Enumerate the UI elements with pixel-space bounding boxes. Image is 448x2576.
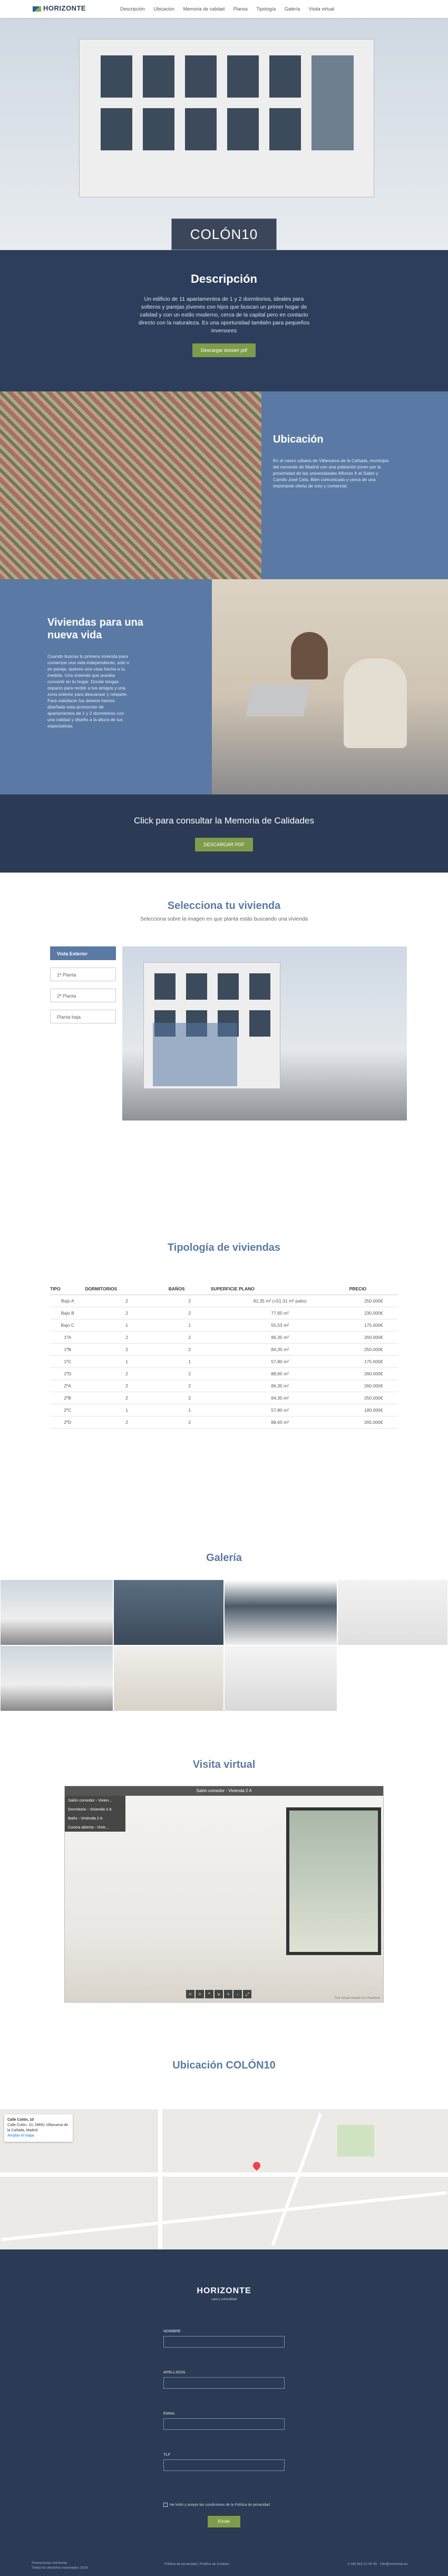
footer-tagline: casa y comodidad: [211, 2298, 237, 2301]
couple-photo: [212, 579, 448, 794]
gallery-image[interactable]: [224, 1645, 337, 1711]
table-cell: 2: [85, 1332, 168, 1344]
brand-logo[interactable]: [33, 4, 86, 12]
table-cell: 250.000€: [349, 1392, 398, 1404]
map-enlarge-link[interactable]: Ampliar el mapa: [7, 2134, 34, 2138]
tlf-input[interactable]: [163, 2459, 285, 2471]
col-superficie: SUPERFICIE PLANO: [211, 1283, 349, 1295]
col-dormitorios: DORMITORIOS: [85, 1283, 168, 1295]
table-cell: 2: [169, 1380, 211, 1392]
tour-room-item[interactable]: Baño - Vivienda 2 A: [68, 1816, 103, 1821]
brand-name: HORIZONTE: [43, 4, 86, 12]
col-precio: PRECIO: [349, 1283, 398, 1295]
table-cell: 175.000€: [349, 1356, 398, 1368]
virtual-tour-section: [0, 1717, 448, 2028]
typology-table: [50, 1283, 398, 1429]
description-heading: Descripción: [191, 272, 257, 285]
table-cell: 2: [169, 1416, 211, 1429]
gallery-image[interactable]: [224, 1579, 337, 1645]
logo-icon: [33, 6, 41, 12]
apellidos-label: APELLIDOS: [163, 2370, 186, 2374]
table-cell: 2: [85, 1368, 168, 1380]
window-view: [286, 1807, 381, 1955]
homes-text: Cuando buscas tu primera vivienda para comenzar una vida independiente, solo o en pareja, quieres una casa hecha a tu medida. Una vivienda que puedas convertir en tu hogar. Donde tengas espacio para recibir a tus amigos y una zona exterior para descansar y relajarte. Para satisfacer tus deseos hemos diseñado esta promoción de apartamentos de 1 y 2 dormitorios con una calidad y diseño a la altura de tus expectativas.: [47, 654, 129, 729]
building-selector-image[interactable]: [122, 946, 407, 1121]
table-cell: 1: [85, 1404, 168, 1416]
tour-room-item[interactable]: Cocina abierta - Vivie...: [68, 1825, 109, 1830]
gallery-image[interactable]: [0, 1579, 113, 1645]
virtual-tour-viewer[interactable]: [64, 1786, 384, 2003]
table-cell: 1: [85, 1356, 168, 1368]
table-cell: 265.000€: [349, 1416, 398, 1429]
typology-heading: Tipología de viviendas: [167, 1242, 281, 1253]
nombre-label: NOMBRE: [163, 2329, 181, 2333]
nav-visita[interactable]: Visita virtual: [308, 6, 335, 12]
tour-title: Salón comedor - Vivienda 2 A: [196, 1788, 252, 1793]
footer-legal-links[interactable]: Política de privacidad | Política de Cookies: [164, 2562, 229, 2566]
nav-planos[interactable]: Planos: [233, 6, 248, 12]
footer-logo: HORIZONTE: [197, 2286, 251, 2295]
privacy-label: He leído y acepto las condiciones de la Política de privacidad: [170, 2503, 270, 2507]
table-cell: 57,80 m²: [211, 1404, 349, 1416]
tlf-field: [163, 2452, 285, 2471]
table-cell: 260.000€: [349, 1332, 398, 1344]
location-pin-icon[interactable]: [251, 2160, 262, 2171]
table-cell: 2: [169, 1332, 211, 1344]
table-cell: 250.000€: [349, 1295, 398, 1307]
location-panel: [261, 391, 448, 579]
table-cell: 1ºD: [50, 1368, 85, 1380]
table-cell: 2: [85, 1344, 168, 1356]
table-cell: 57,80 m²: [211, 1356, 349, 1368]
map-heading: Ubicación COLÓN10: [172, 2060, 276, 2071]
nav-galeria[interactable]: Galería: [284, 6, 300, 12]
nav-descripcion[interactable]: Descripción: [120, 6, 145, 12]
ground-floor-highlight[interactable]: [153, 1023, 237, 1086]
email-input[interactable]: [163, 2418, 285, 2430]
project-title: COLÓN10: [190, 226, 258, 242]
privacy-consent: [163, 2503, 270, 2507]
tour-credit: Tour virtual creado con Panotour: [334, 1997, 380, 2000]
select-subtitle: Selecciona sobre la imagen en que planta estás buscando una vivienda: [140, 916, 308, 922]
table-cell: 1: [85, 1319, 168, 1332]
table-row: [50, 1356, 398, 1368]
table-cell: 260.000€: [349, 1380, 398, 1392]
footer-company: Promociones Horizonte: [32, 2561, 67, 2565]
table-cell: Bajo A: [50, 1295, 85, 1307]
table-cell: 88,65 m²: [211, 1416, 349, 1429]
footer-contact: (+34) 918 12 00 45 · info@horizonte.es: [348, 2562, 408, 2566]
table-cell: 2: [85, 1295, 168, 1307]
table-cell: 84,35 m²: [211, 1392, 349, 1404]
footer-left: [32, 2561, 87, 2570]
apellidos-field: [163, 2370, 285, 2389]
typology-section: [0, 1210, 448, 1537]
person-figure: [344, 658, 407, 748]
person-figure: [291, 632, 328, 679]
gallery-image[interactable]: [113, 1645, 224, 1711]
table-row: [50, 1344, 398, 1356]
table-cell: 1: [169, 1404, 211, 1416]
floor-selector: [50, 946, 116, 1031]
table-cell: 230.000€: [349, 1307, 398, 1319]
table-cell: 2ºD: [50, 1416, 85, 1429]
table-cell: 84,35 m²: [211, 1344, 349, 1356]
location-heading: Ubicación: [273, 434, 324, 445]
table-cell: 2: [169, 1368, 211, 1380]
gallery-section: [0, 1537, 448, 1717]
table-cell: 250.000€: [349, 1344, 398, 1356]
table-cell: 260.000€: [349, 1368, 398, 1380]
site-header: [0, 0, 448, 18]
laptop-shape: [246, 685, 310, 716]
location-section: [0, 391, 448, 579]
table-cell: 1ºC: [50, 1356, 85, 1368]
col-tipo: TIPO: [50, 1283, 85, 1295]
map-info-card: [4, 2114, 73, 2142]
table-row: [50, 1404, 398, 1416]
email-label: EMAIL: [163, 2411, 176, 2416]
apellidos-input[interactable]: [163, 2377, 285, 2389]
select-home-section: [0, 873, 448, 1210]
privacy-checkbox[interactable]: [163, 2503, 168, 2507]
nombre-input[interactable]: [163, 2336, 285, 2348]
description-text: Un edificio de 11 apartamentos de 1 y 2 dormitorios, ideales para solteros y parejas jóvenes con hijos que buscan un primer hogar de calidad y con un estilo moderno, cerca de la capital pero en contacto directo con la naturaleza. Es una oportunidad también para pequeños inversores: [138, 296, 310, 334]
tour-up-button[interactable]: ^: [205, 1990, 213, 1998]
table-row: [50, 1307, 398, 1319]
map-embed[interactable]: [0, 2109, 448, 2249]
tlf-label: TLF: [163, 2452, 171, 2457]
table-cell: Bajo B: [50, 1307, 85, 1319]
table-cell: 55,53 m²: [211, 1319, 349, 1332]
gallery-image[interactable]: [113, 1579, 224, 1645]
nav-ubicacion[interactable]: Ubicación: [153, 6, 175, 12]
tour-zoom-in-button[interactable]: +: [224, 1990, 232, 1998]
table-row: [50, 1416, 398, 1429]
tour-down-button[interactable]: v: [215, 1990, 223, 1998]
map-card-address: Calle Colón, 10, 28691 Villanueva de la Cañada, Madrid: [7, 2123, 69, 2132]
table-cell: 180.000€: [349, 1404, 398, 1416]
tour-right-button[interactable]: >: [196, 1990, 204, 1998]
virtual-tour-heading: Visita virtual: [192, 1759, 256, 1770]
hero-title-badge: [171, 218, 277, 250]
map-card-title: Calle Colón, 10: [7, 2118, 34, 2122]
gallery-heading: Galería: [206, 1552, 242, 1564]
table-row: [50, 1332, 398, 1344]
contact-section: [0, 2249, 448, 2576]
table-cell: 2: [85, 1392, 168, 1404]
description-section: [0, 250, 448, 391]
tour-room-menu: [65, 1796, 125, 1832]
table-cell: 86,35 m²: [211, 1380, 349, 1392]
table-cell: 77,65 m²: [211, 1307, 349, 1319]
table-cell: 1: [169, 1356, 211, 1368]
table-cell: 81,35 m² (+51,31 m² patio): [211, 1295, 349, 1307]
floor-option-ground[interactable]: Planta baja: [50, 1010, 116, 1023]
table-row: [50, 1392, 398, 1404]
floor-option-2[interactable]: 2ª Planta: [50, 989, 116, 1002]
table-cell: 2: [85, 1416, 168, 1429]
footer-rights: Todos los derechos reservados 2019: [32, 2566, 88, 2570]
tour-title-bar: [65, 1786, 383, 1796]
nav-tipologia[interactable]: Tipología: [256, 6, 276, 12]
floor-option-1[interactable]: 1ª Planta: [50, 968, 116, 981]
email-field: [163, 2411, 285, 2430]
table-cell: Bajo C: [50, 1319, 85, 1332]
table-cell: 2: [85, 1307, 168, 1319]
table-cell: 86,35 m²: [211, 1332, 349, 1344]
tour-controls: [186, 1989, 252, 1998]
table-row: [50, 1380, 398, 1392]
table-row: [50, 1368, 398, 1380]
table-cell: 2ºA: [50, 1380, 85, 1392]
gallery-image[interactable]: [337, 1579, 448, 1645]
nav-memoria[interactable]: Memoria de calidad: [183, 6, 225, 12]
tour-room-item[interactable]: Salón comedor - Vivien...: [68, 1798, 112, 1803]
table-cell: 1ºA: [50, 1332, 85, 1344]
table-cell: 2: [169, 1307, 211, 1319]
submit-button[interactable]: Enviar: [208, 2516, 240, 2527]
select-heading: Selecciona tu vivienda: [167, 900, 281, 912]
building-image: [79, 39, 374, 197]
aerial-photo: [0, 391, 261, 579]
gallery-image[interactable]: [0, 1645, 113, 1711]
tour-zoom-out-button[interactable]: -: [233, 1990, 242, 1998]
col-banos: BAÑOS: [169, 1283, 211, 1295]
homes-panel: [0, 579, 212, 794]
download-pdf-button[interactable]: DESCARGAR PDF: [195, 838, 253, 851]
location-text: En el casco urbano de Villanueva de la Cañada, municipio del noroeste de Madrid con una población joven por la proximidad de las universidades Alfonso X el Sabio y Camilo José Cela. Bien comunicada y cerca de una importante oferta de ocio y comercial.: [273, 458, 389, 489]
table-cell: 2: [169, 1392, 211, 1404]
table-cell: 2: [169, 1344, 211, 1356]
map-section: [0, 2028, 448, 2249]
floor-option-exterior[interactable]: Vista Exterior: [50, 946, 116, 960]
quality-memo-text: Click para consultar la Memoria de Calidades: [133, 816, 315, 826]
table-cell: 2: [85, 1380, 168, 1392]
tour-room-item[interactable]: Dormitorio - Vivienda 2 A: [68, 1807, 112, 1812]
homes-heading: Viviendas para una nueva vida: [47, 617, 143, 641]
homes-section: [0, 579, 448, 794]
tour-left-button[interactable]: <: [186, 1990, 194, 1998]
table-cell: 175.000€: [349, 1319, 398, 1332]
table-cell: 1: [169, 1319, 211, 1332]
tour-fullscreen-button[interactable]: ⤢: [243, 1990, 251, 1998]
download-dossier-button[interactable]: Descargar dossier pdf: [192, 343, 256, 357]
table-cell: 1ºB: [50, 1344, 85, 1356]
nombre-field: [163, 2329, 285, 2348]
main-nav: [120, 6, 342, 12]
table-cell: 88,65 m²: [211, 1368, 349, 1380]
table-cell: 2ºC: [50, 1404, 85, 1416]
table-row: [50, 1295, 398, 1307]
table-row: [50, 1319, 398, 1332]
hero: [0, 18, 448, 250]
table-cell: 2ºB: [50, 1392, 85, 1404]
quality-memo-section: [0, 794, 448, 873]
table-cell: 2: [169, 1295, 211, 1307]
